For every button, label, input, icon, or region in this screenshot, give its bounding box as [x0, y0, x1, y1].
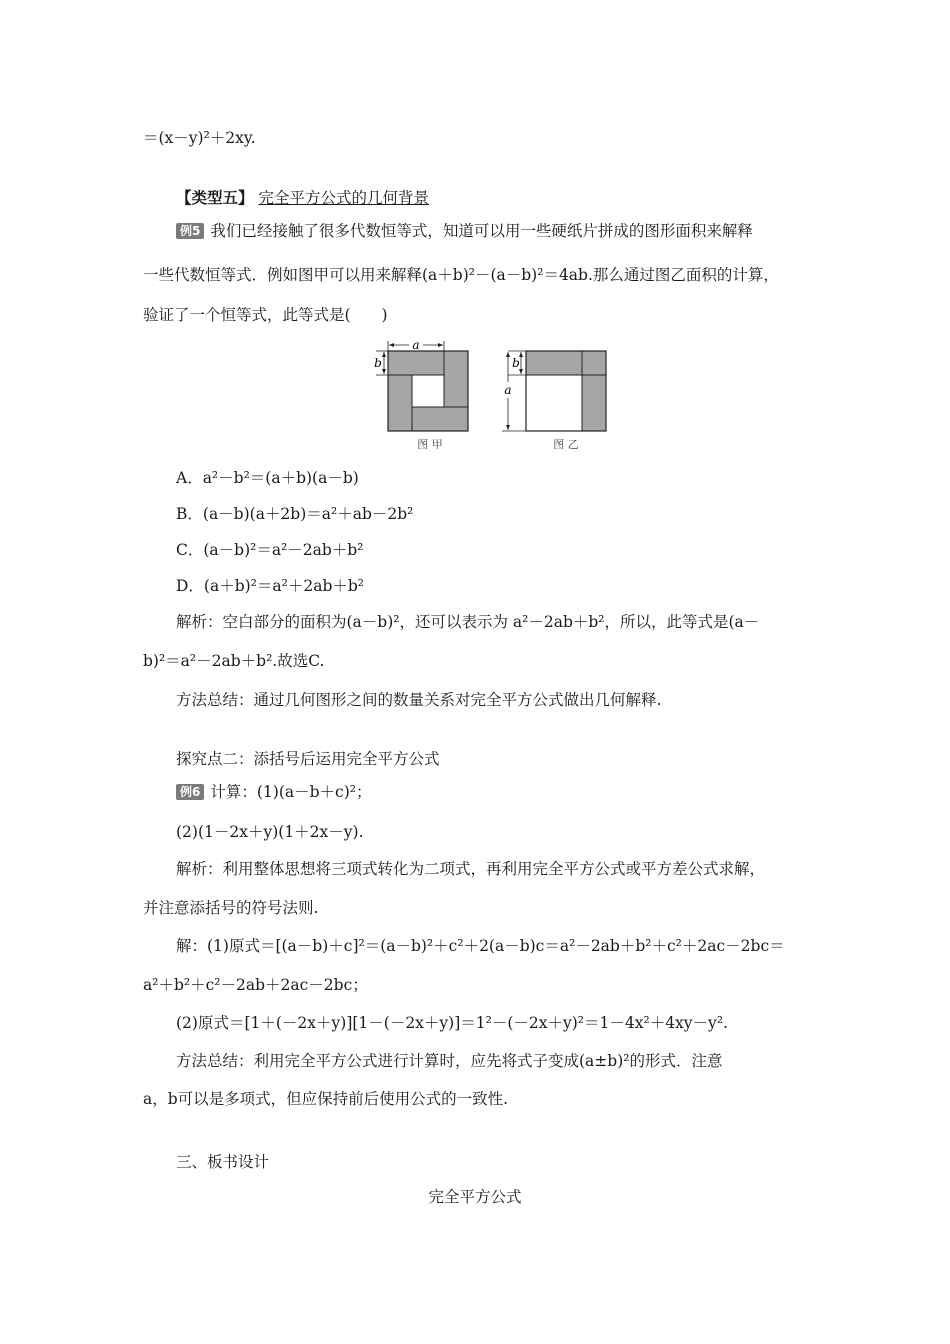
caption-jia: 图 甲	[417, 438, 443, 451]
jia-a-arrowhead-right	[438, 343, 443, 347]
explore-point-2: 探究点二：添括号后运用完全平方公式	[176, 750, 440, 768]
yi-blank-square	[526, 375, 582, 431]
solution-line2: a²＋b²＋c²－2ab＋2ac－2bc；	[143, 976, 368, 994]
example6-line1	[176, 782, 371, 802]
yi-label-b: b	[512, 356, 520, 370]
analysis5-line1: 解析：空白部分的面积为(a－b)²，还可以表示为 a²－2ab＋b²，所以，此等式是(a－	[176, 613, 760, 631]
section-3-heading: 三、板书设计	[176, 1153, 270, 1171]
type5-title: 完全平方公式的几何背景	[258, 189, 429, 207]
option-c: C．(a－b)²＝a²－2ab＋b²	[176, 541, 364, 559]
option-d: D．(a＋b)²＝a²＋2ab＋b²	[176, 577, 365, 595]
yi-top-strip	[526, 351, 606, 375]
figure-jia	[374, 338, 468, 451]
method6-line2: a，b可以是多项式，但应保持前后使用公式的一致性.	[143, 1090, 509, 1108]
jia-label-a: a	[412, 338, 420, 352]
yi-a-arrowhead-top	[506, 352, 510, 357]
jia-bottom-strip	[412, 407, 468, 431]
example6-line2: (2)(1－2x＋y)(1＋2x－y).	[176, 823, 364, 841]
jia-b-arrowhead-bottom	[382, 369, 386, 374]
formula-line: ＝(x－y)²＋2xy.	[143, 129, 256, 147]
yi-label-a: a	[504, 383, 512, 397]
jia-a-arrowhead-left	[389, 343, 394, 347]
analysis5-line2: b)²＝a²－2ab＋b².故选C.	[143, 652, 325, 670]
solution-line1: 解：(1)原式＝[(a－b)＋c]²＝(a－b)²＋c²＋2(a－b)c＝a²－2ab＋b²＋c²＋2ac－2bc＝	[176, 937, 785, 955]
example5-line1	[176, 221, 753, 241]
caption-yi: 图 乙	[553, 438, 579, 451]
geometry-figure	[360, 338, 640, 453]
jia-center-square	[412, 375, 444, 407]
analysis6-line1: 解析：利用整体思想将三项式转化为二项式，再利用完全平方公式或平方差公式求解，	[176, 860, 766, 878]
example5-text: 我们已经接触了很多代数恒等式，知道可以用一些硬纸片拼成的图形面积来解释	[210, 222, 753, 240]
option-b: B．(a－b)(a＋2b)＝a²＋ab－2b²	[176, 505, 414, 523]
example5-line2: 一些代数恒等式．例如图甲可以用来解释(a＋b)²－(a－b)²＝4ab.那么通过图乙面积的计算，	[143, 266, 779, 284]
jia-label-b: b	[374, 356, 382, 370]
example6-text: 计算：(1)(a－b＋c)²；	[210, 783, 372, 801]
example6-tag: 例6	[176, 784, 204, 800]
option-a: A．a²－b²＝(a＋b)(a－b)	[176, 469, 359, 487]
example5-line3: 验证了一个恒等式，此等式是( )	[143, 306, 388, 324]
example5-tag: 例5	[176, 223, 204, 239]
analysis6-line2: 并注意添括号的符号法则.	[143, 899, 319, 917]
type5-bracket: 【类型五】	[176, 188, 254, 207]
method6-line1: 方法总结：利用完全平方公式进行计算时，应先将式子变成(a±b)²的形式．注意	[176, 1052, 723, 1070]
figure-yi	[502, 351, 606, 451]
type5-heading	[176, 188, 429, 208]
jia-b-arrowhead-top	[382, 352, 386, 357]
solution-line3: (2)原式＝[1＋(－2x＋y)][1－(－2x＋y)]＝1²－(－2x＋y)²＝1－4x²＋4xy－y².	[176, 1014, 728, 1032]
board-design-title: 完全平方公式	[428, 1188, 522, 1206]
yi-right-strip	[582, 375, 606, 431]
jia-left-strip	[388, 375, 412, 431]
jia-right-strip	[444, 351, 468, 407]
method5: 方法总结：通过几何图形之间的数量关系对完全平方公式做出几何解释.	[176, 691, 662, 709]
yi-a-arrowhead-bottom	[506, 425, 510, 430]
